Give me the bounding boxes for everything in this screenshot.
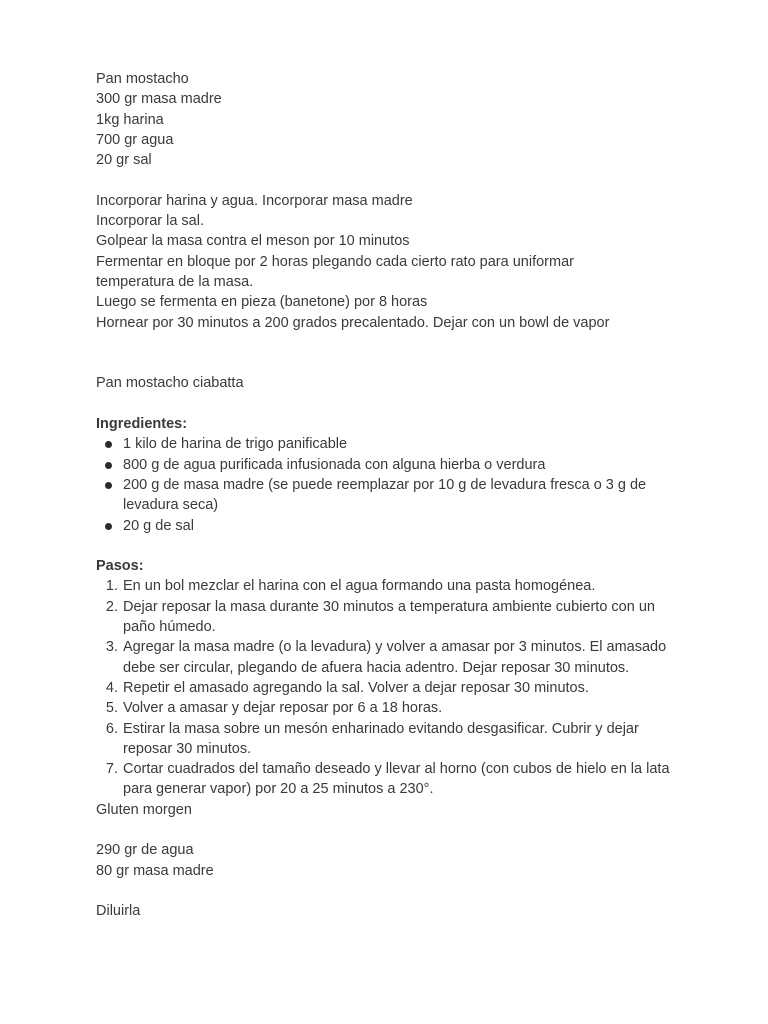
ingredient-text: 20 g de sal (123, 517, 194, 534)
ingredient-text: 800 g de agua purificada infusionada con alguna hierba o verdura (123, 456, 546, 473)
blank-line (96, 536, 696, 556)
blank-line (96, 333, 696, 353)
ingredients-heading: Ingredientes: (96, 416, 188, 433)
recipe3-instruction: Diluirla (96, 903, 141, 920)
list-item (96, 698, 683, 718)
recipe3-ingredient: 290 gr de agua (96, 842, 194, 859)
step-text: En un bol mezclar el harina con el agua formando una pasta homogénea. (123, 578, 596, 595)
note-body[interactable] (96, 69, 696, 921)
step-number: 7. (105, 761, 118, 778)
list-item (96, 434, 683, 454)
ingredient-text: 1 kilo de harina de trigo panificable (123, 436, 348, 453)
bullet-dot-icon (105, 441, 112, 448)
list-item (96, 637, 683, 678)
step-number: 4. (105, 679, 118, 696)
blank-line (96, 820, 696, 840)
recipe1-instruction: Hornear por 30 minutos a 200 grados precalentado. Dejar con un bowl de vapor (96, 314, 610, 331)
list-item (96, 475, 683, 516)
step-number: 5. (105, 700, 118, 717)
list-item (96, 719, 683, 760)
recipe1-ingredient: 1kg harina (96, 111, 164, 128)
list-item (96, 597, 683, 638)
list-item (96, 678, 683, 698)
bullet-dot-icon (105, 523, 112, 530)
list-item (96, 576, 683, 596)
step-text: Estirar la masa sobre un mesón enharinado evitando desgasificar. Cubrir y dejar reposar 30 minutos. (123, 720, 639, 757)
recipe1-ingredient: 20 gr sal (96, 152, 152, 169)
bullet-dot-icon (105, 482, 112, 489)
blank-line (96, 394, 696, 414)
ingredients-list (96, 434, 696, 535)
step-number: 3. (105, 639, 118, 656)
blank-line (96, 881, 696, 901)
recipe1-ingredient: 700 gr agua (96, 131, 174, 148)
blank-line (96, 170, 696, 190)
step-number: 6. (105, 720, 118, 737)
ingredient-text: 200 g de masa madre (se puede reemplazar por 10 g de levadura fresca o 3 g de levadura seca) (123, 476, 647, 514)
recipe1-instruction: Golpear la masa contra el meson por 10 minutos (96, 233, 410, 250)
step-text: Cortar cuadrados del tamaño deseado y llevar al horno (con cubos de hielo en la lata para generar vapor) por 20 a 25 minutos a 230°. (123, 761, 670, 798)
bullet-dot-icon (105, 462, 112, 469)
step-number: 1. (105, 578, 118, 595)
list-item (96, 516, 683, 536)
recipe1-instruction: Fermentar en bloque por 2 horas plegando cada cierto rato para uniformar temperatura de la masa. (96, 253, 574, 290)
steps-list (96, 576, 696, 799)
recipe1-instruction: Luego se fermenta en pieza (banetone) por 8 horas (96, 294, 428, 311)
step-number: 2. (105, 598, 118, 615)
recipe1-ingredient: 300 gr masa madre (96, 91, 222, 108)
steps-heading: Pasos: (96, 558, 144, 575)
recipe1-instruction: Incorporar harina y agua. Incorporar masa madre (96, 192, 413, 209)
step-text: Repetir el amasado agregando la sal. Volver a dejar reposar 30 minutos. (123, 679, 589, 696)
recipe2-title: Pan mostacho ciabatta (96, 375, 244, 392)
step-text: Volver a amasar y dejar reposar por 6 a 18 horas. (123, 700, 443, 717)
blank-line (96, 353, 696, 373)
list-item (96, 455, 683, 475)
recipe3-title: Gluten morgen (96, 801, 192, 818)
step-text: Agregar la masa madre (o la levadura) y volver a amasar por 3 minutos. El amasado debe ser circular, plegando de afuera hacia adentro. Dejar reposar 30 minutos. (123, 639, 667, 676)
recipe1-title: Pan mostacho (96, 71, 189, 87)
recipe1-instruction: Incorporar la sal. (96, 213, 204, 230)
list-item (96, 759, 683, 800)
step-text: Dejar reposar la masa durante 30 minutos a temperatura ambiente cubierto con un paño húmedo. (123, 598, 655, 636)
recipe3-ingredient: 80 gr masa madre (96, 862, 214, 879)
